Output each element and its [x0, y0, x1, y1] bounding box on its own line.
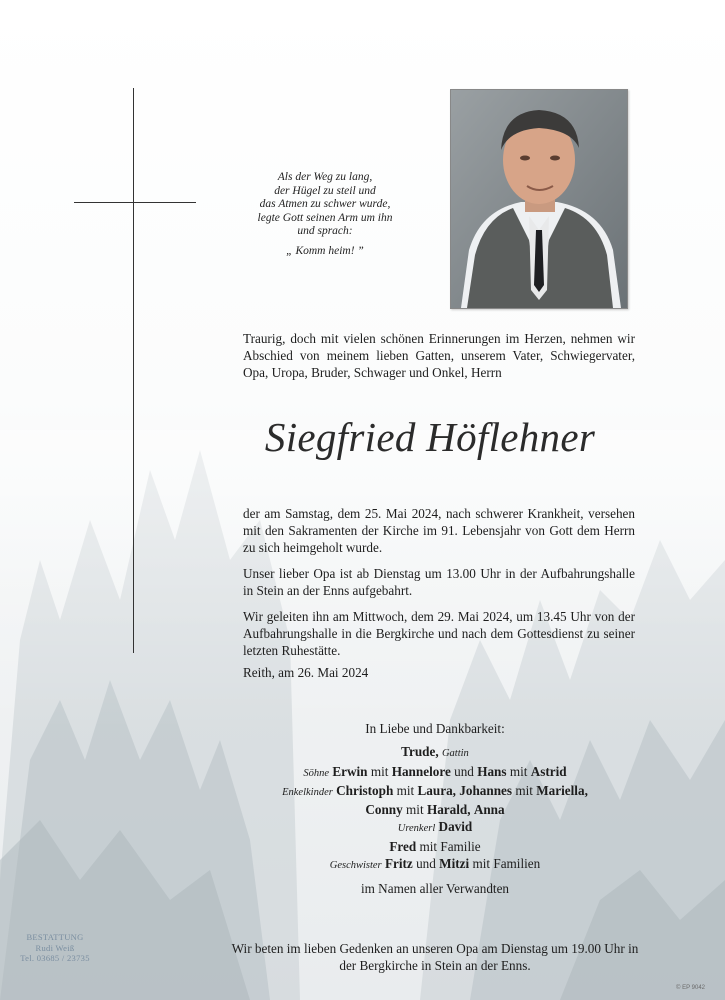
intro-text: Traurig, doch mit vielen schönen Erinnerungen im Herzen, nehmen wir Abschied von meinem lieben Gatten, unserem Vater, Schwiegervater, Opa, Uropa, Bruder, Schwager und Onkel, Herrn [243, 331, 635, 380]
laying-out-paragraph: Unser lieber Opa ist ab Dienstag um 13.00 Uhr in der Aufbahrungshalle in Stein an der Enns aufgebahrt. [243, 566, 635, 598]
mourner-relatives: im Namen aller Verwandten [360, 881, 510, 897]
funeral-home-name: Rudi Weiß [35, 942, 75, 953]
poem-quote: „ Komm heim! ” [286, 244, 364, 257]
mourners-heading: In Liebe und Dankbarkeit: [365, 721, 505, 736]
mourner-grandchildren: Enkelkinder Christoph mit Laura, Johannes mit Mariella, [282, 782, 588, 798]
print-code: © EP 9042 [676, 985, 705, 991]
funeral-home-phone: Tel. 03685 / 23735 [20, 953, 90, 963]
poem-line: legte Gott seinen Arm um ihn [257, 211, 393, 224]
poem-line: Als der Weg zu lang, [277, 171, 373, 183]
mourner-sons: Söhne Erwin mit Hannelore und Hans mit Astrid [303, 763, 567, 779]
mourner-fred: Fred mit Familie [389, 838, 481, 854]
poem-line: und sprach: [297, 225, 353, 238]
poem-line: der Hügel zu steil und [274, 184, 376, 197]
poem [230, 171, 420, 259]
place-date: Reith, am 26. Mai 2024 [243, 665, 369, 680]
deceased-name: Siegfried Höflehner [264, 414, 596, 460]
mourner-great-grandchild: Urenkerl David [397, 819, 473, 835]
mourner-grandchildren-2: Conny mit Harald, Anna [365, 802, 505, 818]
closing-prayer-notice: Wir beten im lieben Gedenken an unseren Opa am Dienstag um 19.00 Uhr in der Bergkirche in Stein an der Enns. [231, 941, 639, 973]
poem-line: das Atmen zu schwer wurde, [259, 198, 391, 211]
portrait-photo [450, 89, 628, 309]
funeral-home [10, 932, 100, 964]
mourner-wife: Trude, Gattin [401, 744, 469, 760]
funeral-paragraph: Wir geleiten ihn am Mittwoch, dem 29. Mai 2024, um 13.45 Uhr von der Aufbahrungshalle in die Bergkirche und nach dem Gottesdienst zu seiner letzten Ruhestätte. [243, 609, 635, 658]
mourners-list [240, 720, 630, 898]
cross-horizontal [74, 202, 196, 203]
cross-vertical [133, 88, 134, 653]
funeral-home-title: BESTATTUNG [26, 932, 84, 942]
death-notice-paragraph: der am Samstag, dem 25. Mai 2024, nach schwerer Krankheit, versehen mit den Sakramenten der Kirche im 91. Lebensjahr von Gott dem Herrn zu sich heimgeholt wurde. [243, 506, 635, 555]
mourner-siblings: Geschwister Fritz und Mitzi mit Familien [329, 856, 541, 872]
